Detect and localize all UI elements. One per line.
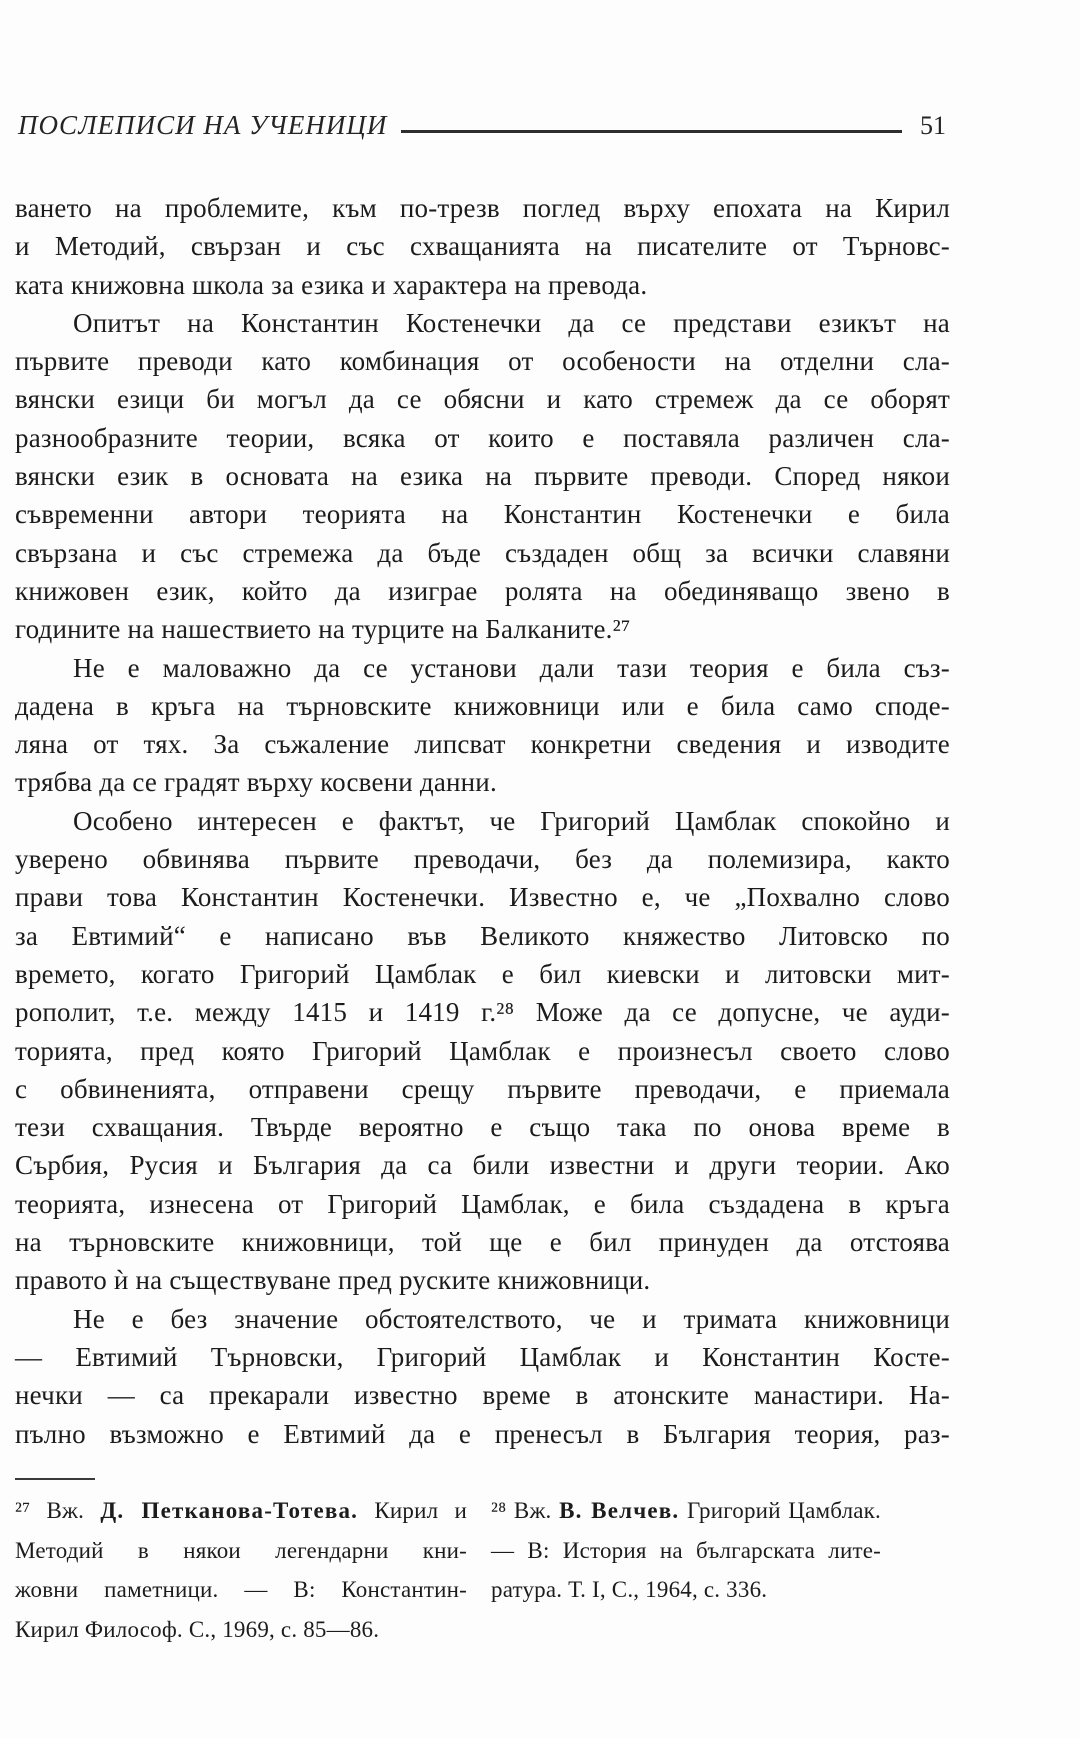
text-line: Не е без значение обстоятелството, че и тримата книжовници (73, 1303, 950, 1334)
text-line: ването на проблемите, към по-трезв поглед върху епохата на Кирил (15, 193, 950, 223)
text-line: уверено обвинява първите преводачи, без да полемизира, както (15, 844, 950, 875)
footnote-line: Методий в някои легендарни кни- (15, 1537, 467, 1563)
footnote-27 (15, 1478, 467, 1649)
footnote-27-text (15, 1491, 467, 1649)
text-line: годините на нашествието на турците на Балканите.²⁷ (15, 614, 631, 645)
text-line: трябва да се градят върху косвени данни. (15, 767, 497, 798)
text-line: тези схващания. Твърде вероятно е също така по онова време в (15, 1112, 950, 1143)
footnote-line: — В: История на българската лите- (491, 1537, 881, 1563)
footnote-line: ²⁸ Вж. В. Велчев. Григорий Цамблак. (491, 1498, 881, 1523)
running-header-title: ПОСЛЕПИСИ НА УЧЕНИЦИ (18, 110, 388, 140)
footnote-28-text (491, 1491, 881, 1610)
text-line: правото ѝ на съществуване пред руските книжовници. (15, 1265, 651, 1296)
page-number: 51 (920, 111, 946, 140)
footnote-28 (491, 1478, 881, 1649)
header-rule (401, 130, 902, 133)
body-text (15, 189, 950, 1453)
text-line: разнообразните теории, всяка от които е поставяла различен сла- (15, 422, 950, 453)
text-line: нечки — са прекарали известно време в атонските манастири. На- (15, 1380, 950, 1411)
text-line: ката книжовна школа за езика и характера на превода. (15, 269, 648, 300)
text-line: първите преводи като комбинация от особености на отделни сла- (15, 346, 950, 377)
text-line: рополит, т.е. между 1415 и 1419 г.²⁸ Може да се допусне, че ауди- (15, 997, 950, 1028)
text-line: свързана и със стремежа да бъде създаден общ за всички славяни (15, 537, 950, 568)
text-line: дадена в кръга на търновските книжовници или е била само споде- (15, 690, 950, 721)
text-line: съвременни автори теорията на Константин Костенечки е била (15, 499, 950, 530)
text-line: вянски езици би могъл да се обясни и като стремеж да се оборят (15, 384, 950, 415)
text-line: Не е маловажно да се установи дали тази теория е била съз- (73, 652, 950, 683)
footnotes-section (15, 1478, 881, 1649)
text-line: Сърбия, Русия и България да са били известни и други теории. Ако (15, 1150, 950, 1181)
text-line: пълно възможно е Евтимий да е пренесъл в България теория, раз- (15, 1418, 950, 1449)
text-line: времето, когато Григорий Цамблак е бил киевски и литовски мит- (15, 958, 950, 989)
footnote-line: Кирил Философ. С., 1969, с. 85—86. (15, 1616, 380, 1642)
footnote-line: ²⁷ Вж. Д. Петканова-Тотева. Кирил и (15, 1498, 467, 1523)
text-line: торията, пред която Григорий Цамблак е произнесъл своето слово (15, 1035, 950, 1066)
text-line: на търновските книжовници, той ще е бил принуден да отстоява (15, 1227, 950, 1258)
text-line: за Евтимий“ е написано във Великото княжество Литовско по (15, 920, 950, 951)
text-line: Особено интересен е фактът, че Григорий Цамблак спокойно и (73, 805, 950, 836)
text-line: с обвиненията, отправени срещу първите преводачи, е приемала (15, 1073, 950, 1104)
footnote-divider-rule (15, 1478, 95, 1480)
footnote-line: ратура. Т. I, С., 1964, с. 336. (491, 1577, 768, 1602)
text-line: вянски език в основата на езика на първите преводи. Според някои (15, 461, 950, 492)
text-line: теорията, изнесена от Григорий Цамблак, е била създадена в кръга (15, 1188, 950, 1219)
text-line: ляна от тях. За съжаление липсват конкретни сведения и изводите (15, 729, 950, 760)
text-line: и Методий, свързан и със схващанията на писателите от Търновс- (15, 231, 950, 262)
text-line: — Евтимий Търновски, Григорий Цамблак и Константин Косте- (15, 1341, 950, 1372)
running-header (18, 110, 946, 141)
text-line: прави това Константин Костенечки. Известно е, че „Похвално слово (15, 882, 950, 913)
text-line: Опитът на Константин Костенечки да се представи езикът на (73, 307, 950, 338)
text-line: книжовен език, който да изиграе ролята на обединяващо звено в (15, 575, 950, 606)
footnote-line: жовни паметници. — В: Константин- (15, 1577, 467, 1602)
